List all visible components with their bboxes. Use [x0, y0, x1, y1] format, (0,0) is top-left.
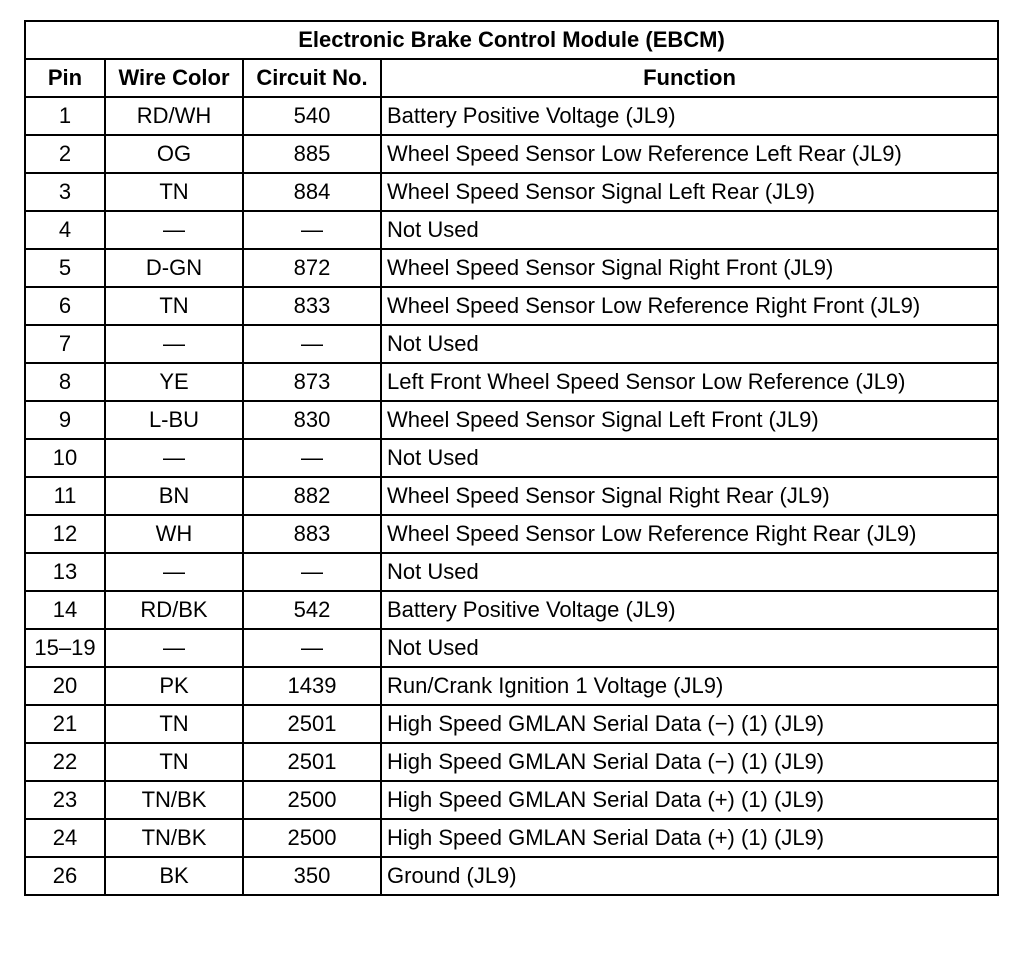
table-row [25, 173, 998, 211]
function-cell: Wheel Speed Sensor Signal Right Rear (JL9) [381, 477, 998, 515]
table-row [25, 287, 998, 325]
function-cell: Wheel Speed Sensor Signal Left Rear (JL9) [381, 173, 998, 211]
wire-color-cell: RD/BK [105, 591, 243, 629]
wire-color-cell: TN/BK [105, 819, 243, 857]
circuit-cell: — [243, 629, 381, 667]
pin-cell: 13 [25, 553, 105, 591]
circuit-cell: 882 [243, 477, 381, 515]
table-row [25, 97, 998, 135]
pin-cell: 1 [25, 97, 105, 135]
table-row [25, 211, 998, 249]
pin-cell: 9 [25, 401, 105, 439]
table-row [25, 135, 998, 173]
function-cell: Run/Crank Ignition 1 Voltage (JL9) [381, 667, 998, 705]
function-cell: Wheel Speed Sensor Low Reference Right Front (JL9) [381, 287, 998, 325]
wire-color-cell: TN [105, 705, 243, 743]
pin-cell: 5 [25, 249, 105, 287]
table-row [25, 857, 998, 895]
pin-cell: 15–19 [25, 629, 105, 667]
circuit-cell: 1439 [243, 667, 381, 705]
circuit-cell: 2500 [243, 781, 381, 819]
function-cell: Not Used [381, 629, 998, 667]
wire-color-cell: TN [105, 287, 243, 325]
pin-cell: 26 [25, 857, 105, 895]
circuit-cell: 833 [243, 287, 381, 325]
wire-color-cell: TN [105, 743, 243, 781]
circuit-cell: — [243, 439, 381, 477]
function-cell: High Speed GMLAN Serial Data (+) (1) (JL9) [381, 819, 998, 857]
wire-color-cell: — [105, 439, 243, 477]
wire-color-cell: L-BU [105, 401, 243, 439]
wire-color-cell: OG [105, 135, 243, 173]
pin-cell: 4 [25, 211, 105, 249]
header-circuit-no: Circuit No. [243, 59, 381, 97]
circuit-cell: — [243, 211, 381, 249]
wire-color-cell: RD/WH [105, 97, 243, 135]
table-row [25, 325, 998, 363]
wire-color-cell: — [105, 211, 243, 249]
function-cell: Wheel Speed Sensor Signal Left Front (JL9) [381, 401, 998, 439]
pin-cell: 2 [25, 135, 105, 173]
pin-cell: 20 [25, 667, 105, 705]
table-row [25, 249, 998, 287]
ebcm-pinout-table [24, 20, 999, 896]
table-title-row [25, 21, 998, 59]
function-cell: High Speed GMLAN Serial Data (−) (1) (JL9) [381, 705, 998, 743]
circuit-cell: 883 [243, 515, 381, 553]
circuit-cell: 542 [243, 591, 381, 629]
table-title: Electronic Brake Control Module (EBCM) [25, 21, 998, 59]
pin-cell: 24 [25, 819, 105, 857]
table-row [25, 667, 998, 705]
table-row [25, 401, 998, 439]
wire-color-cell: BN [105, 477, 243, 515]
wire-color-cell: — [105, 629, 243, 667]
function-cell: Not Used [381, 439, 998, 477]
wire-color-cell: PK [105, 667, 243, 705]
circuit-cell: 885 [243, 135, 381, 173]
function-cell: Not Used [381, 325, 998, 363]
circuit-cell: 2501 [243, 743, 381, 781]
table-row [25, 553, 998, 591]
wire-color-cell: YE [105, 363, 243, 401]
table-row [25, 819, 998, 857]
circuit-cell: 2500 [243, 819, 381, 857]
header-pin: Pin [25, 59, 105, 97]
wire-color-cell: BK [105, 857, 243, 895]
function-cell: Battery Positive Voltage (JL9) [381, 97, 998, 135]
circuit-cell: 873 [243, 363, 381, 401]
pin-cell: 11 [25, 477, 105, 515]
pin-cell: 22 [25, 743, 105, 781]
circuit-cell: — [243, 325, 381, 363]
table-body [25, 97, 998, 895]
pin-cell: 12 [25, 515, 105, 553]
function-cell: Ground (JL9) [381, 857, 998, 895]
wire-color-cell: WH [105, 515, 243, 553]
wire-color-cell: — [105, 553, 243, 591]
table-row [25, 363, 998, 401]
function-cell: Wheel Speed Sensor Low Reference Left Rear (JL9) [381, 135, 998, 173]
table-row [25, 629, 998, 667]
table-row [25, 515, 998, 553]
wire-color-cell: TN [105, 173, 243, 211]
function-cell: Wheel Speed Sensor Low Reference Right Rear (JL9) [381, 515, 998, 553]
circuit-cell: 872 [243, 249, 381, 287]
function-cell: High Speed GMLAN Serial Data (−) (1) (JL9) [381, 743, 998, 781]
function-cell: Wheel Speed Sensor Signal Right Front (JL9) [381, 249, 998, 287]
circuit-cell: 350 [243, 857, 381, 895]
table-header-row [25, 59, 998, 97]
header-wire-color: Wire Color [105, 59, 243, 97]
circuit-cell: 884 [243, 173, 381, 211]
wire-color-cell: D-GN [105, 249, 243, 287]
pin-cell: 21 [25, 705, 105, 743]
function-cell: Not Used [381, 211, 998, 249]
pin-cell: 10 [25, 439, 105, 477]
pin-cell: 7 [25, 325, 105, 363]
table-row [25, 477, 998, 515]
table-row [25, 591, 998, 629]
circuit-cell: 540 [243, 97, 381, 135]
wire-color-cell: — [105, 325, 243, 363]
header-function: Function [381, 59, 998, 97]
circuit-cell: 2501 [243, 705, 381, 743]
table-row [25, 705, 998, 743]
function-cell: High Speed GMLAN Serial Data (+) (1) (JL9) [381, 781, 998, 819]
function-cell: Battery Positive Voltage (JL9) [381, 591, 998, 629]
wire-color-cell: TN/BK [105, 781, 243, 819]
circuit-cell: 830 [243, 401, 381, 439]
pin-cell: 23 [25, 781, 105, 819]
pin-cell: 3 [25, 173, 105, 211]
circuit-cell: — [243, 553, 381, 591]
pin-cell: 14 [25, 591, 105, 629]
function-cell: Left Front Wheel Speed Sensor Low Reference (JL9) [381, 363, 998, 401]
table-row [25, 439, 998, 477]
table-row [25, 781, 998, 819]
pin-cell: 6 [25, 287, 105, 325]
function-cell: Not Used [381, 553, 998, 591]
pin-cell: 8 [25, 363, 105, 401]
table-row [25, 743, 998, 781]
